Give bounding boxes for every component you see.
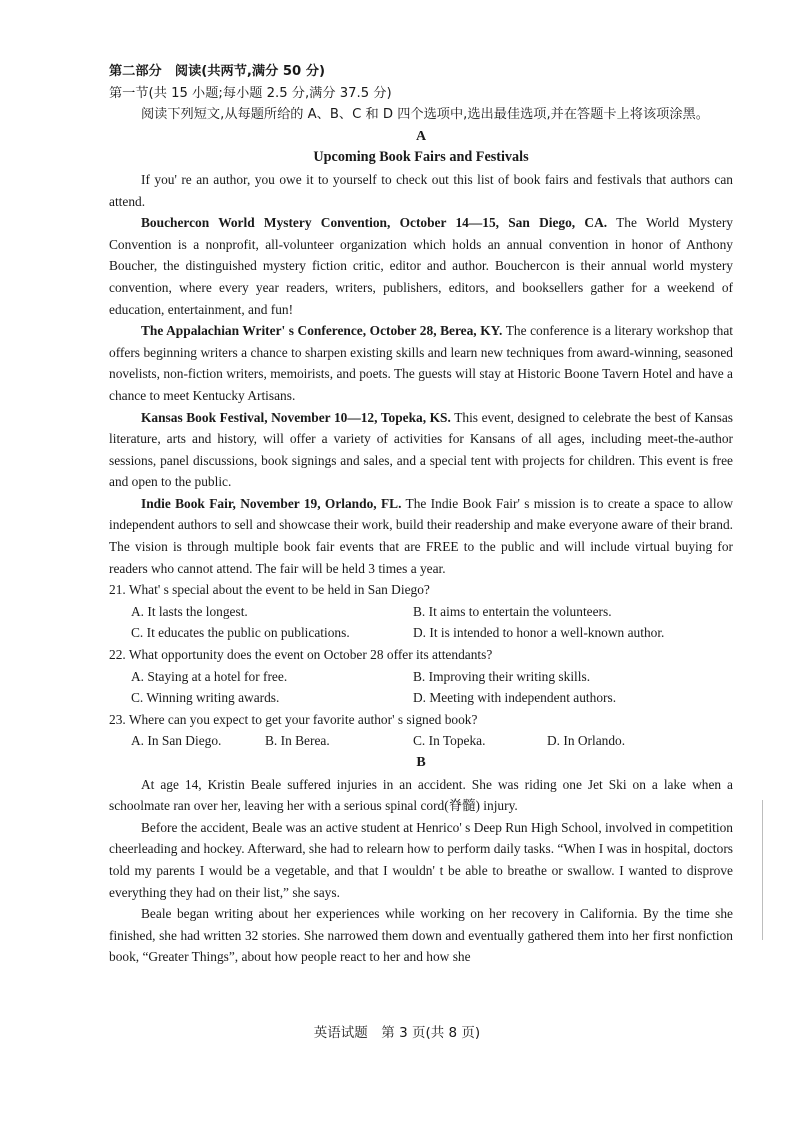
option: B. Improving their writing skills. <box>413 668 591 684</box>
event-text: This event, designed to celebrate the best of Kansas literature, arts and history, will offer a variety of activities for Kansans of all ages, including meet-the-author sessions, panel discussions, book signings and sales, and a special tent with projects for children. This event is free and open to the public. <box>109 409 733 490</box>
event-heading: Indie Book Fair, November 19, Orlando, FL. <box>141 495 402 511</box>
passage-b-letter: B <box>416 755 426 770</box>
event-paragraph <box>109 407 733 493</box>
section-heading: 第一节(共 15 小题;每小题 2.5 分,满分 37.5 分) <box>109 85 392 101</box>
event-text: The World Mystery Convention is a nonprofit, all-volunteer organization which holds an annual convention in honor of Anthony Boucher, the distinguished mystery fiction critic, editor and author. Bouchercon is their annual world mystery convention, where every year readers, writers, publishers, editors, and booksellers gather for a weekend of education, entertainment, and fun! <box>109 215 733 317</box>
event-text: The Indie Book Fair' s mission is to create a space to allow independent authors to sell and showcase their work, build their readership and make everyone aware of their brand. The vision is through multiple book fair events that are FREE to the public and will include virtual buying for readers who cannot attend. The fair will be held 3 times a year. <box>109 495 733 576</box>
event-paragraph <box>109 493 733 579</box>
event-text: The conference is a literary workshop that offers beginning writers a chance to sharpen existing skills and learn new techniques from award-winning, seasoned novelists, non-fiction writers, memoirists, and poets. The guests will stay at Historic Boone Tavern Hotel and have a chance to meet Kentucky Artisans. <box>109 323 734 403</box>
instruction: 阅读下列短文,从每题所给的 A、B、C 和 D 四个选项中,选出最佳选项,并在答题卡上将该项涂黑。 <box>141 107 709 123</box>
passage-b-paragraph: Before the accident, Beale was an active student at Henrico' s Deep Run High School, involved in competition cheerleading and hockey. Afterward, she had to relearn how to perform daily tasks. “When I was in hospital, doctors told my parents I would be a vegetable, and that I wouldn' t be able to breathe or swallow. I wanted to disprove everything they had on their list,” she says. <box>109 819 733 900</box>
option: A. In San Diego. <box>131 733 222 749</box>
event-heading: The Appalachian Writer' s Conference, October 28, Berea, KY. <box>141 323 503 339</box>
question-stem: 21. What' s special about the event to be held in San Diego? <box>109 582 430 598</box>
event-paragraph <box>109 212 733 320</box>
event-heading: Kansas Book Festival, November 10—12, Topeka, KS. <box>141 409 451 425</box>
option: B. In Berea. <box>265 733 330 749</box>
option: D. Meeting with independent authors. <box>413 690 617 706</box>
option: B. It aims to entertain the volunteers. <box>413 603 612 619</box>
passage-b-paragraph: Beale began writing about her experiences while working on her recovery in California. By the time she finished, she had written 32 stories. She narrowed them down and eventually gathered them into her first nonfiction book, “Greater Things”, about how people react to her and how she <box>109 906 733 965</box>
question-options <box>109 666 733 709</box>
event-heading: Bouchercon World Mystery Convention, October 14—15, San Diego, CA. <box>141 215 608 231</box>
passage-a-title: Upcoming Book Fairs and Festivals <box>313 149 529 166</box>
passage-a-letter: A <box>415 128 427 144</box>
page-footer: 英语试题 第 3 页(共 8 页) <box>313 1025 481 1041</box>
event-paragraph <box>109 320 733 406</box>
page-body <box>109 61 733 968</box>
scan-edge-line <box>762 800 763 940</box>
question-stem: 22. What opportunity does the event on October 28 offer its attendants? <box>109 647 493 663</box>
option: A. Staying at a hotel for free. <box>131 668 288 684</box>
question-options <box>109 730 733 752</box>
question-options <box>109 601 733 644</box>
passage-a-intro: If you' re an author, you owe it to yourself to check out this list of book fairs and festivals that authors can attend. <box>109 171 733 209</box>
option: C. In Topeka. <box>413 733 486 749</box>
part-heading: 第二部分 阅读(共两节,满分 50 分) <box>109 64 326 79</box>
option: A. It lasts the longest. <box>131 603 248 619</box>
passage-b-paragraph: At age 14, Kristin Beale suffered injuries in an accident. She was riding one Jet Ski on a lake when a schoolmate ran over her, leaving her with a serious spinal cord(脊髓) injury. <box>109 776 733 814</box>
option: D. It is intended to honor a well-known author. <box>413 625 665 641</box>
option: C. It educates the public on publications. <box>131 625 350 641</box>
option: C. Winning writing awards. <box>131 690 280 706</box>
option: D. In Orlando. <box>547 733 626 749</box>
question-stem: 23. Where can you expect to get your favorite author' s signed book? <box>109 711 478 727</box>
